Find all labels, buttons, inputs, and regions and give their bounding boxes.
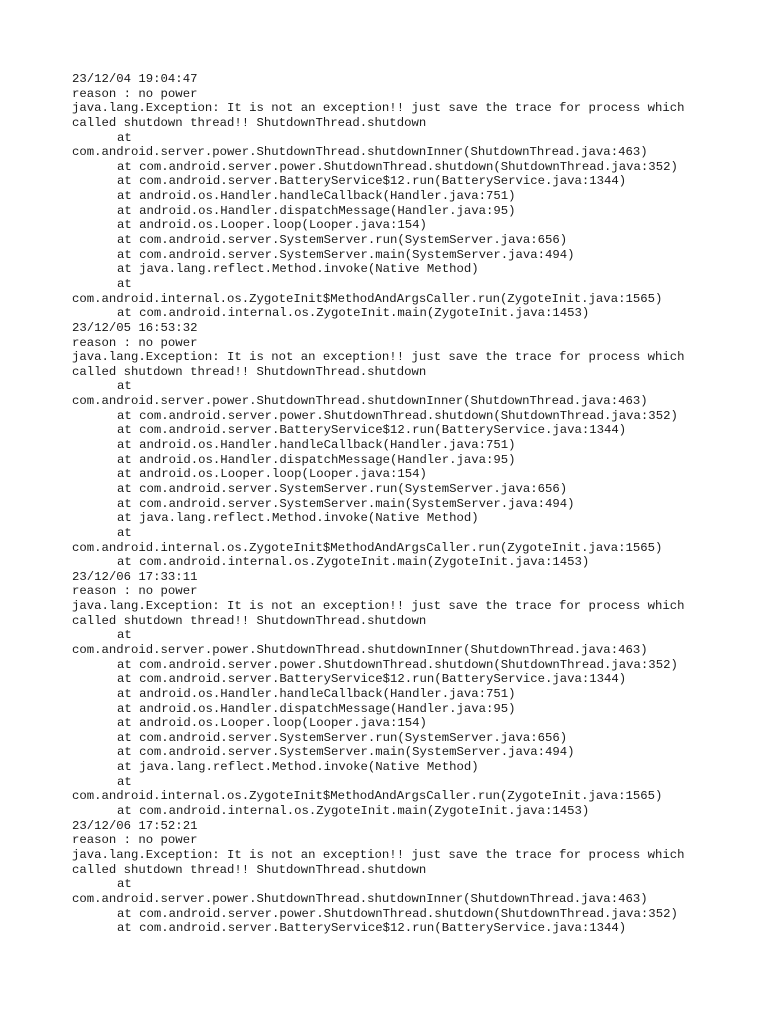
log-line: at com.android.server.SystemServer.run(SystemServer.java:656) — [117, 233, 568, 248]
log-line: at android.os.Handler.dispatchMessage(Handler.java:95) — [117, 203, 516, 218]
log-line: called shutdown thread!! ShutdownThread.shutdown — [72, 115, 427, 130]
log-line: at com.android.internal.os.ZygoteInit.main(ZygoteInit.java:1453) — [117, 555, 590, 570]
log-line: at android.os.Looper.loop(Looper.java:154) — [117, 218, 427, 233]
log-line: at — [117, 877, 132, 892]
log-line: at com.android.server.SystemServer.main(SystemServer.java:494) — [117, 247, 575, 262]
log-line: at android.os.Looper.loop(Looper.java:154) — [117, 716, 427, 731]
log-line: 23/12/06 17:33:11 — [72, 569, 198, 584]
log-line: java.lang.Exception: It is not an exception!! just save the trace for process which — [72, 599, 685, 614]
log-line: at com.android.server.power.ShutdownThread.shutdown(ShutdownThread.java:352) — [117, 906, 678, 921]
log-line: at android.os.Handler.handleCallback(Handler.java:751) — [117, 686, 516, 701]
log-line: at com.android.server.SystemServer.main(SystemServer.java:494) — [117, 745, 575, 760]
log-line: at java.lang.reflect.Method.invoke(Native Method) — [117, 262, 479, 277]
log-line: at com.android.server.SystemServer.run(SystemServer.java:656) — [117, 481, 568, 496]
log-line: at com.android.server.BatteryService$12.run(BatteryService.java:1344) — [117, 174, 627, 189]
log-line: at com.android.server.power.ShutdownThread.shutdown(ShutdownThread.java:352) — [117, 408, 678, 423]
log-line: called shutdown thread!! ShutdownThread.shutdown — [72, 862, 427, 877]
log-line: reason : no power — [72, 335, 198, 350]
log-line: java.lang.Exception: It is not an exception!! just save the trace for process which — [72, 847, 685, 862]
log-line: at — [117, 276, 132, 291]
log-line: at java.lang.reflect.Method.invoke(Native Method) — [117, 511, 479, 526]
log-line: at — [117, 774, 132, 789]
log-line: at — [117, 379, 132, 394]
shutdown-log-text — [72, 72, 712, 936]
log-line: at com.android.internal.os.ZygoteInit.main(ZygoteInit.java:1453) — [117, 804, 590, 819]
log-line: at java.lang.reflect.Method.invoke(Native Method) — [117, 760, 479, 775]
log-line: com.android.internal.os.ZygoteInit$MethodAndArgsCaller.run(ZygoteInit.java:1565) — [72, 291, 663, 306]
log-line: at android.os.Handler.dispatchMessage(Handler.java:95) — [117, 701, 516, 716]
log-line: at com.android.server.BatteryService$12.run(BatteryService.java:1344) — [117, 672, 627, 687]
log-line: com.android.internal.os.ZygoteInit$MethodAndArgsCaller.run(ZygoteInit.java:1565) — [72, 540, 663, 555]
log-line: at com.android.internal.os.ZygoteInit.main(ZygoteInit.java:1453) — [117, 306, 590, 321]
log-line: at — [117, 628, 132, 643]
log-line: at — [117, 525, 132, 540]
log-line: at com.android.server.SystemServer.run(SystemServer.java:656) — [117, 730, 568, 745]
log-line: com.android.server.power.ShutdownThread.shutdownInner(ShutdownThread.java:463) — [72, 642, 648, 657]
log-line: reason : no power — [72, 833, 198, 848]
log-line: reason : no power — [72, 86, 198, 101]
log-line: at android.os.Handler.handleCallback(Handler.java:751) — [117, 438, 516, 453]
log-line: at android.os.Looper.loop(Looper.java:154) — [117, 467, 427, 482]
log-line: java.lang.Exception: It is not an exception!! just save the trace for process which — [72, 101, 685, 116]
log-line: com.android.server.power.ShutdownThread.shutdownInner(ShutdownThread.java:463) — [72, 394, 648, 409]
log-line: 23/12/05 16:53:32 — [72, 320, 198, 335]
log-line: java.lang.Exception: It is not an exception!! just save the trace for process which — [72, 350, 685, 365]
log-line: reason : no power — [72, 584, 198, 599]
log-line: com.android.internal.os.ZygoteInit$MethodAndArgsCaller.run(ZygoteInit.java:1565) — [72, 789, 663, 804]
log-line: at android.os.Handler.dispatchMessage(Handler.java:95) — [117, 452, 516, 467]
log-line: at com.android.server.power.ShutdownThread.shutdown(ShutdownThread.java:352) — [117, 657, 678, 672]
log-line: com.android.server.power.ShutdownThread.shutdownInner(ShutdownThread.java:463) — [72, 891, 648, 906]
log-line: at com.android.server.power.ShutdownThread.shutdown(ShutdownThread.java:352) — [117, 159, 678, 174]
log-line: called shutdown thread!! ShutdownThread.shutdown — [72, 364, 427, 379]
log-line: at com.android.server.BatteryService$12.run(BatteryService.java:1344) — [117, 921, 627, 936]
log-line: 23/12/04 19:04:47 — [72, 72, 198, 86]
log-line: 23/12/06 17:52:21 — [72, 818, 198, 833]
log-line: at com.android.server.BatteryService$12.run(BatteryService.java:1344) — [117, 423, 627, 438]
log-line: at com.android.server.SystemServer.main(SystemServer.java:494) — [117, 496, 575, 511]
log-line: com.android.server.power.ShutdownThread.shutdownInner(ShutdownThread.java:463) — [72, 145, 648, 160]
log-line: at android.os.Handler.handleCallback(Handler.java:751) — [117, 189, 516, 204]
log-line: at — [117, 130, 132, 145]
log-line: called shutdown thread!! ShutdownThread.shutdown — [72, 613, 427, 628]
